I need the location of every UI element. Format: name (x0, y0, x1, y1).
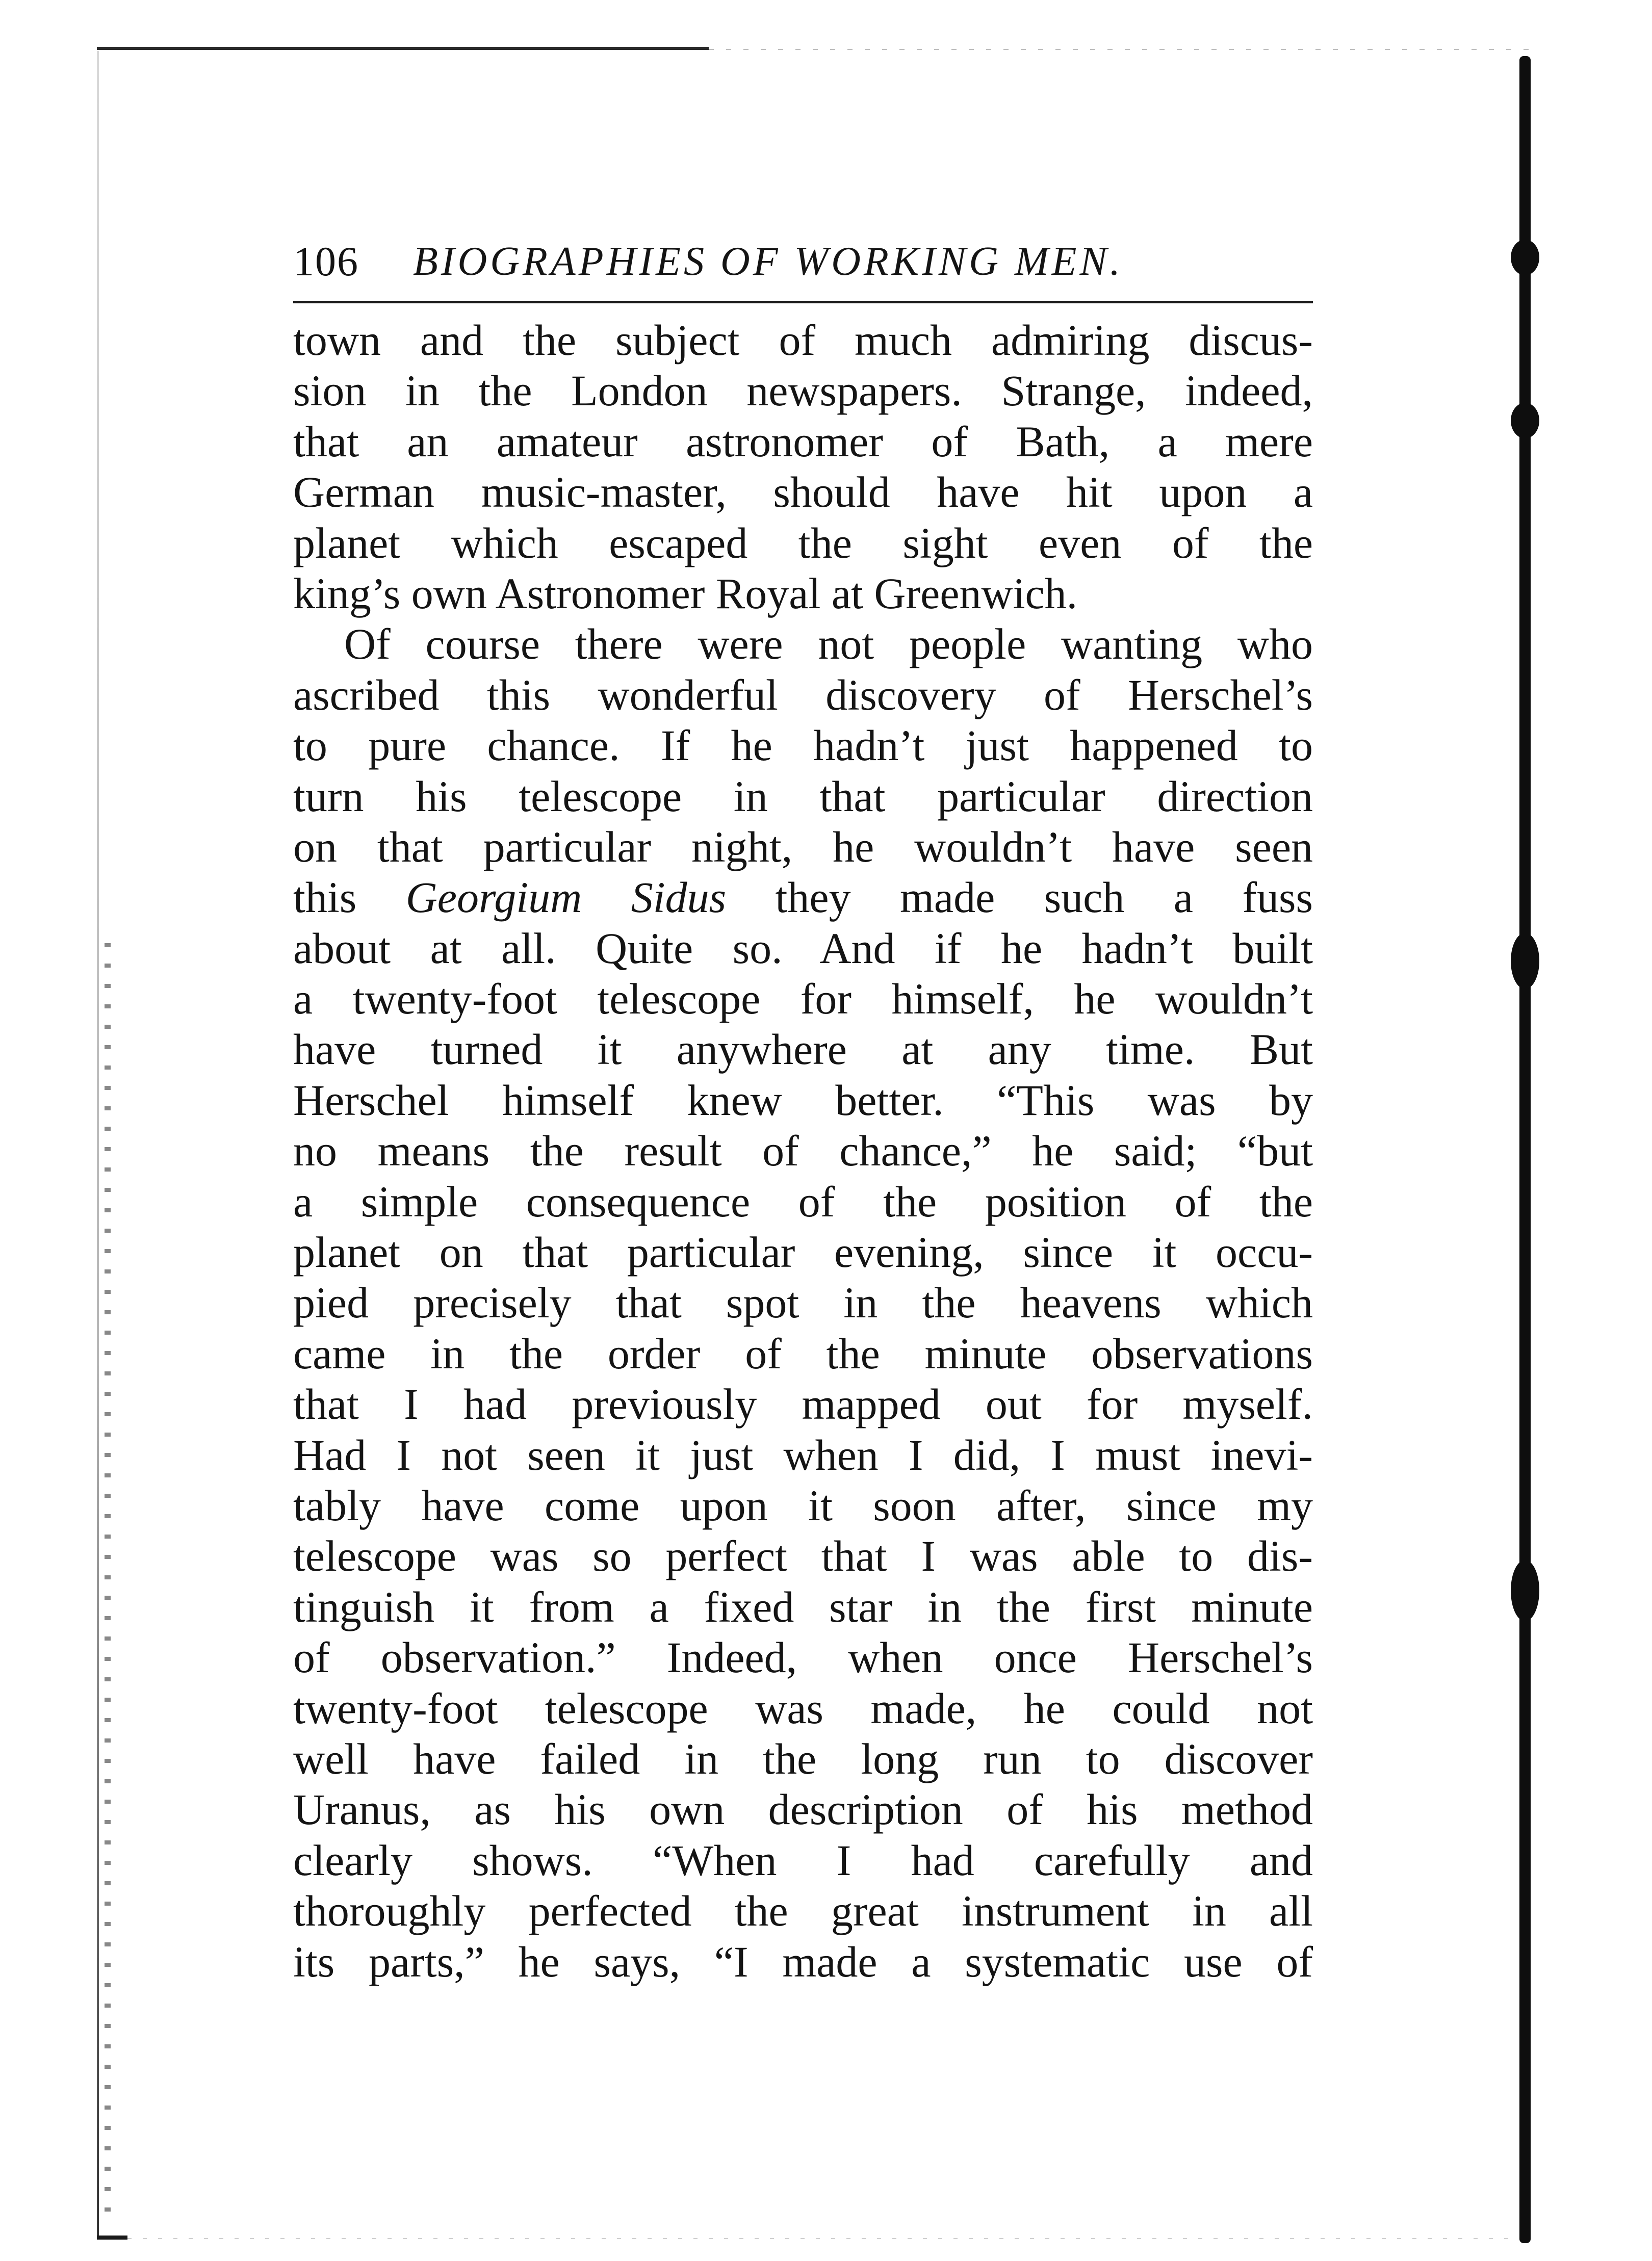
paragraph-first-line: Of course there were not people wanting who (344, 619, 1313, 669)
running-title: BIOGRAPHIES OF WORKING MEN. (413, 239, 1123, 284)
scan-right-binding-edge (1519, 56, 1531, 2243)
scan-ink-blot (1511, 933, 1539, 989)
text-line: twenty-foot telescope was made, he could not (293, 1683, 1313, 1733)
scan-ink-blot (1511, 403, 1539, 438)
text-line: town and the subject of much admiring discus- (293, 316, 1313, 365)
body-text (293, 315, 1313, 1987)
scan-ink-blot (1511, 1560, 1539, 1621)
text-line: telescope was so perfect that I was able to dis- (293, 1531, 1313, 1581)
text-line: tably have come upon it soon after, since my (293, 1480, 1313, 1530)
text-line: that an amateur astronomer of Bath, a mere (293, 417, 1313, 466)
scan-left-specks (105, 943, 111, 2218)
text-line: about at all. Quite so. And if he hadn’t built (293, 923, 1313, 973)
text-line: German music-master, should have hit upon a (293, 467, 1313, 517)
text-line: that I had previously mapped out for myself. (293, 1380, 1313, 1429)
text-run: they made such a fuss (726, 873, 1313, 922)
text-line: tinguish it from a fixed star in the first minute (293, 1582, 1313, 1631)
text-line: on that particular night, he wouldn’t have seen (293, 822, 1313, 871)
text-line: Had I not seen it just when I did, I must inevi- (293, 1430, 1313, 1479)
text-line: its parts,” he says, “I made a systematic use of (293, 1937, 1313, 1986)
text-line: planet on that particular evening, since it occu- (293, 1228, 1313, 1277)
text-line: no means the result of chance,” he said; “but (293, 1126, 1313, 1176)
text-line: a simple consequence of the position of the (293, 1177, 1313, 1226)
scan-ink-blot (1511, 240, 1539, 275)
text-line: pied precisely that spot in the heavens which (293, 1278, 1313, 1328)
scan-top-edge (97, 47, 709, 50)
text-line: clearly shows. “When I had carefully and (293, 1835, 1313, 1885)
scan-bottom-edge (127, 2238, 1535, 2239)
running-head (293, 235, 1313, 291)
text-line: thoroughly perfected the great instrument in all (293, 1886, 1313, 1936)
text-line: planet which escaped the sight even of the (293, 518, 1313, 567)
text-line: Herschel himself knew better. “This was by (293, 1075, 1313, 1125)
text-line: have turned it anywhere at any time. But (293, 1025, 1313, 1074)
text-line: well have failed in the long run to discover (293, 1734, 1313, 1783)
text-line: to pure chance. If he hadn’t just happened to (293, 721, 1313, 770)
italic-term-georgium-sidus: Georgium Sidus (405, 873, 727, 922)
text-line: ascribed this wonderful discovery of Herschel’s (293, 670, 1313, 719)
text-line: Uranus, as his own description of his method (293, 1785, 1313, 1834)
scan-top-edge-faint (709, 49, 1535, 50)
text-line: came in the order of the minute observations (293, 1329, 1313, 1378)
scan-left-edge (97, 51, 99, 2238)
text-line: turn his telescope in that particular direction (293, 771, 1313, 821)
text-line: of observation.” Indeed, when once Herschel’s (293, 1633, 1313, 1682)
text-line: king’s own Astronomer Royal at Greenwich. (293, 568, 1078, 618)
text-run: this (293, 873, 406, 922)
scan-corner-mark (97, 2236, 127, 2240)
text-line: sion in the London newspapers. Strange, indeed, (293, 366, 1313, 415)
text-line-with-italic (293, 872, 1313, 923)
page-number: 106 (293, 238, 359, 284)
text-line: a twenty-foot telescope for himself, he wouldn’t (293, 974, 1313, 1024)
header-rule (293, 301, 1313, 303)
